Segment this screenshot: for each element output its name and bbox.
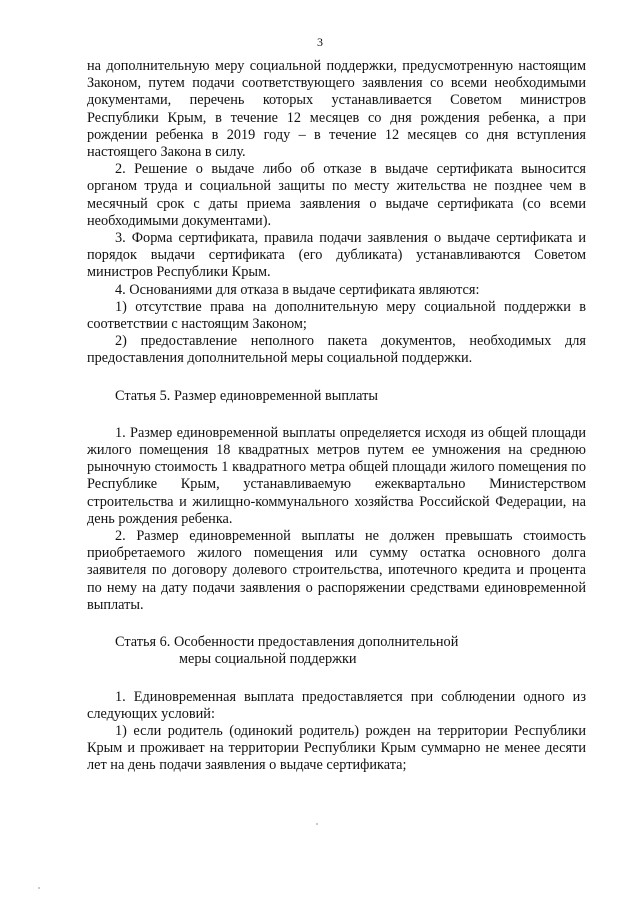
article-6-paragraph-1: 1. Единовременная выплата предоставляется при соблюдении одного из следующих условий: (87, 688, 586, 722)
paragraph-item-4: 4. Основаниями для отказа в выдаче сертификата являются: (115, 281, 480, 298)
scan-speck (316, 823, 318, 825)
article-5-paragraph-1: 1. Размер единовременной выплаты определяется исходя из общей площади жилого помещения 18 квадратных метров путем ее умножения на среднюю рыночную стоимость 1 квадратного метра общей площади жилого помещения по Республике Крым, устанавливаемую ежеквартально Министерством строительства и жилищно-коммунального хозяйства Российской Федерации, на день рождения ребенка. (87, 424, 586, 527)
paragraph-item-2: 2. Решение о выдаче либо об отказе в выдаче сертификата выносится органом труда и социальной защиты по месту жительства не позднее чем в месячный срок с даты приема заявления о выдаче сертификата (со всеми необходимыми документами). (87, 161, 586, 229)
article-5-heading: Статья 5. Размер единовременной выплаты (115, 387, 378, 404)
article-5-paragraph-2: 2. Размер единовременной выплаты не должен превышать стоимость приобретаемого жилого помещения или сумму остатка основного долга заявителя по договору долевого строительства, ипотечного кредита и процента по нему на дату подачи заявления о распоряжении средствами единовременной выплаты. (87, 528, 586, 613)
page-number: 3 (317, 35, 323, 49)
article-6-heading (87, 634, 586, 668)
article-6-heading-line-1: Статья 6. Особенности предоставления дополнительной (115, 634, 459, 651)
article-6-subitem-1: 1) если родитель (одинокий родитель) рожден на территории Республики Крым и проживает на территории Республики Крым суммарно не менее десяти лет на день подачи заявления о выдаче сертификата; (87, 722, 586, 774)
paragraph-item-3: 3. Форма сертификата, правила подачи заявления о выдаче сертификата и порядок выдачи сертификата (его дубликата) устанавливаются Советом министров Республики Крым. (87, 230, 586, 281)
paragraph-continuation: на дополнительную меру социальной поддержки, предусмотренную настоящим Законом, путем подачи соответствующего заявления со всеми необходимыми документами, перечень которых устанавливается Советом министров Республики Крым, в течение 12 месяцев со дня рождения ребенка, а при рождении ребенка в 2019 году – в течение 12 месяцев со дня вступления настоящего Закона в силу. (87, 58, 586, 161)
scan-speck (38, 887, 40, 889)
paragraph-subitem-2: 2) предоставление неполного пакета документов, необходимых для предоставления дополнительной меры социальной поддержки. (87, 333, 586, 367)
article-6-heading-line-2: меры социальной поддержки (179, 651, 357, 668)
paragraph-subitem-1: 1) отсутствие права на дополнительную меру социальной поддержки в соответствии с настоящим Законом; (87, 298, 586, 333)
document-body (87, 58, 586, 775)
